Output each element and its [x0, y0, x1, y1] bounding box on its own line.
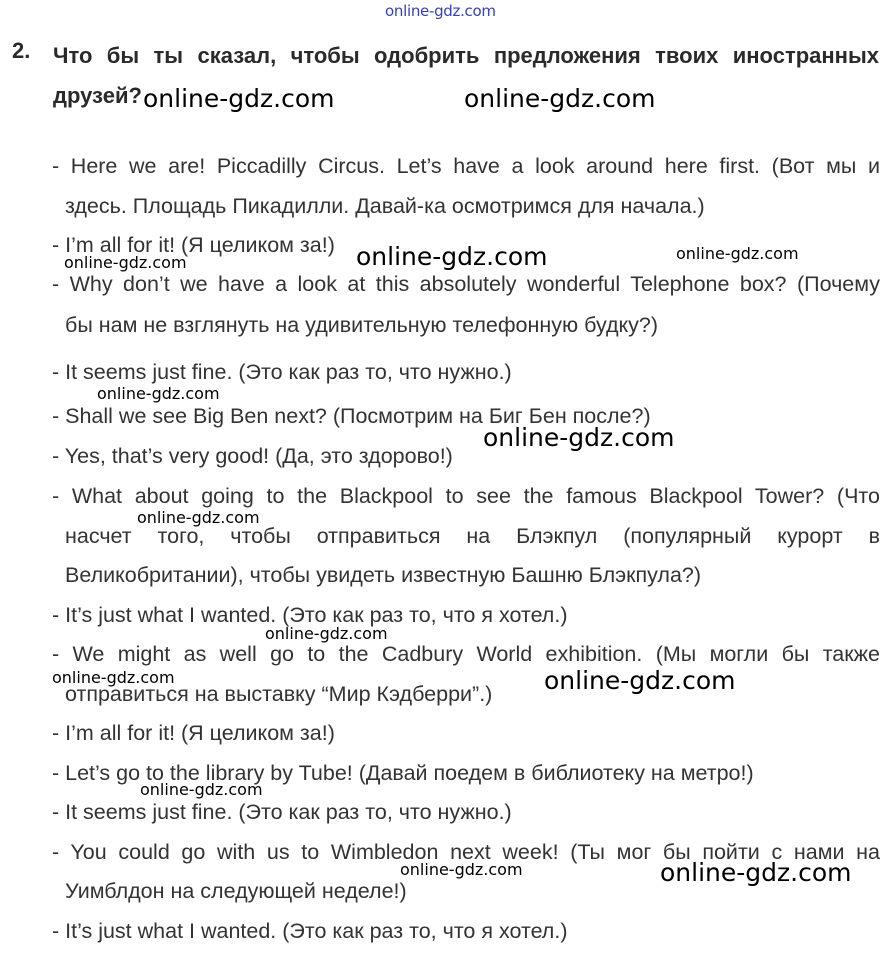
dialogue-line: - It seems just fine. (Это как раз то, что нужно.): [52, 800, 512, 824]
watermark: online-gdz.com: [400, 860, 523, 879]
dialogue-line: Уимблдон на следующей неделе!): [65, 879, 407, 903]
watermark: online-gdz.com: [676, 244, 799, 263]
watermark: online-gdz.com: [52, 668, 175, 687]
watermark: online-gdz.com: [64, 253, 187, 272]
dialogue-line: - Shall we see Big Ben next? (Посмотрим на Биг Бен после?): [52, 404, 651, 428]
watermark: online-gdz.com: [356, 242, 548, 271]
dialogue-line: - You could go with us to Wimbledon next week! (Ты мог бы пойти с нами на: [52, 840, 880, 864]
dialogue-line: - Let’s go to the library by Tube! (Давай поедем в библиотеку на метро!): [52, 761, 754, 785]
dialogue-line: Великобритании), чтобы увидеть известную Башню Блэкпула?): [65, 563, 702, 587]
dialogue-line: - Yes, that’s very good! (Да, это здорово!): [52, 444, 453, 468]
watermark: online-gdz.com: [483, 423, 675, 452]
dialogue-line: здесь. Площадь Пикадилли. Давай-ка осмотримся для начала.): [65, 194, 705, 218]
watermark: online-gdz.com: [544, 666, 736, 695]
watermark: online-gdz.com: [464, 84, 656, 113]
dialogue-line: - We might as well go to the Cadbury World exhibition. (Мы могли бы также: [52, 642, 880, 666]
watermark: online-gdz.com: [265, 624, 388, 643]
dialogue-line: - It seems just fine. (Это как раз то, что нужно.): [52, 360, 512, 384]
dialogue-line: - I’m all for it! (Я целиком за!): [52, 721, 335, 745]
watermark: online-gdz.com: [140, 780, 263, 799]
watermark: online-gdz.com: [137, 508, 260, 527]
dialogue-line: насчет того, чтобы отправиться на Блэкпул (популярный курорт в: [65, 524, 880, 548]
dialogue-line: - What about going to the Blackpool to see the famous Blackpool Tower? (Что: [52, 484, 880, 508]
dialogue-line: бы нам не взглянуть на удивительную телефонную будку?): [65, 313, 659, 337]
dialogue-line: отправиться на выставку “Мир Кэдберри”.): [65, 682, 493, 706]
task-number: 2.: [12, 38, 31, 63]
dialogue-line: - It’s just what I wanted. (Это как раз то, что я хотел.): [52, 603, 568, 627]
dialogue-line: - Why don’t we have a look at this absolutely wonderful Telephone box? (Почему: [52, 272, 880, 296]
dialogue-line: - I’m all for it! (Я целиком за!): [52, 233, 335, 257]
watermark: online-gdz.com: [97, 384, 220, 403]
dialogue-line: - It’s just what I wanted. (Это как раз то, что я хотел.): [52, 919, 568, 943]
header-watermark: online-gdz.com: [385, 2, 496, 20]
watermark: online-gdz.com: [143, 84, 335, 113]
task-question: Что бы ты сказал, чтобы одобрить предложения твоих иностранных друзей?: [53, 43, 879, 108]
dialogue-line: - Here we are! Piccadilly Circus. Let’s have a look around here first. (Вот мы и: [52, 154, 880, 178]
watermark: online-gdz.com: [660, 858, 852, 887]
